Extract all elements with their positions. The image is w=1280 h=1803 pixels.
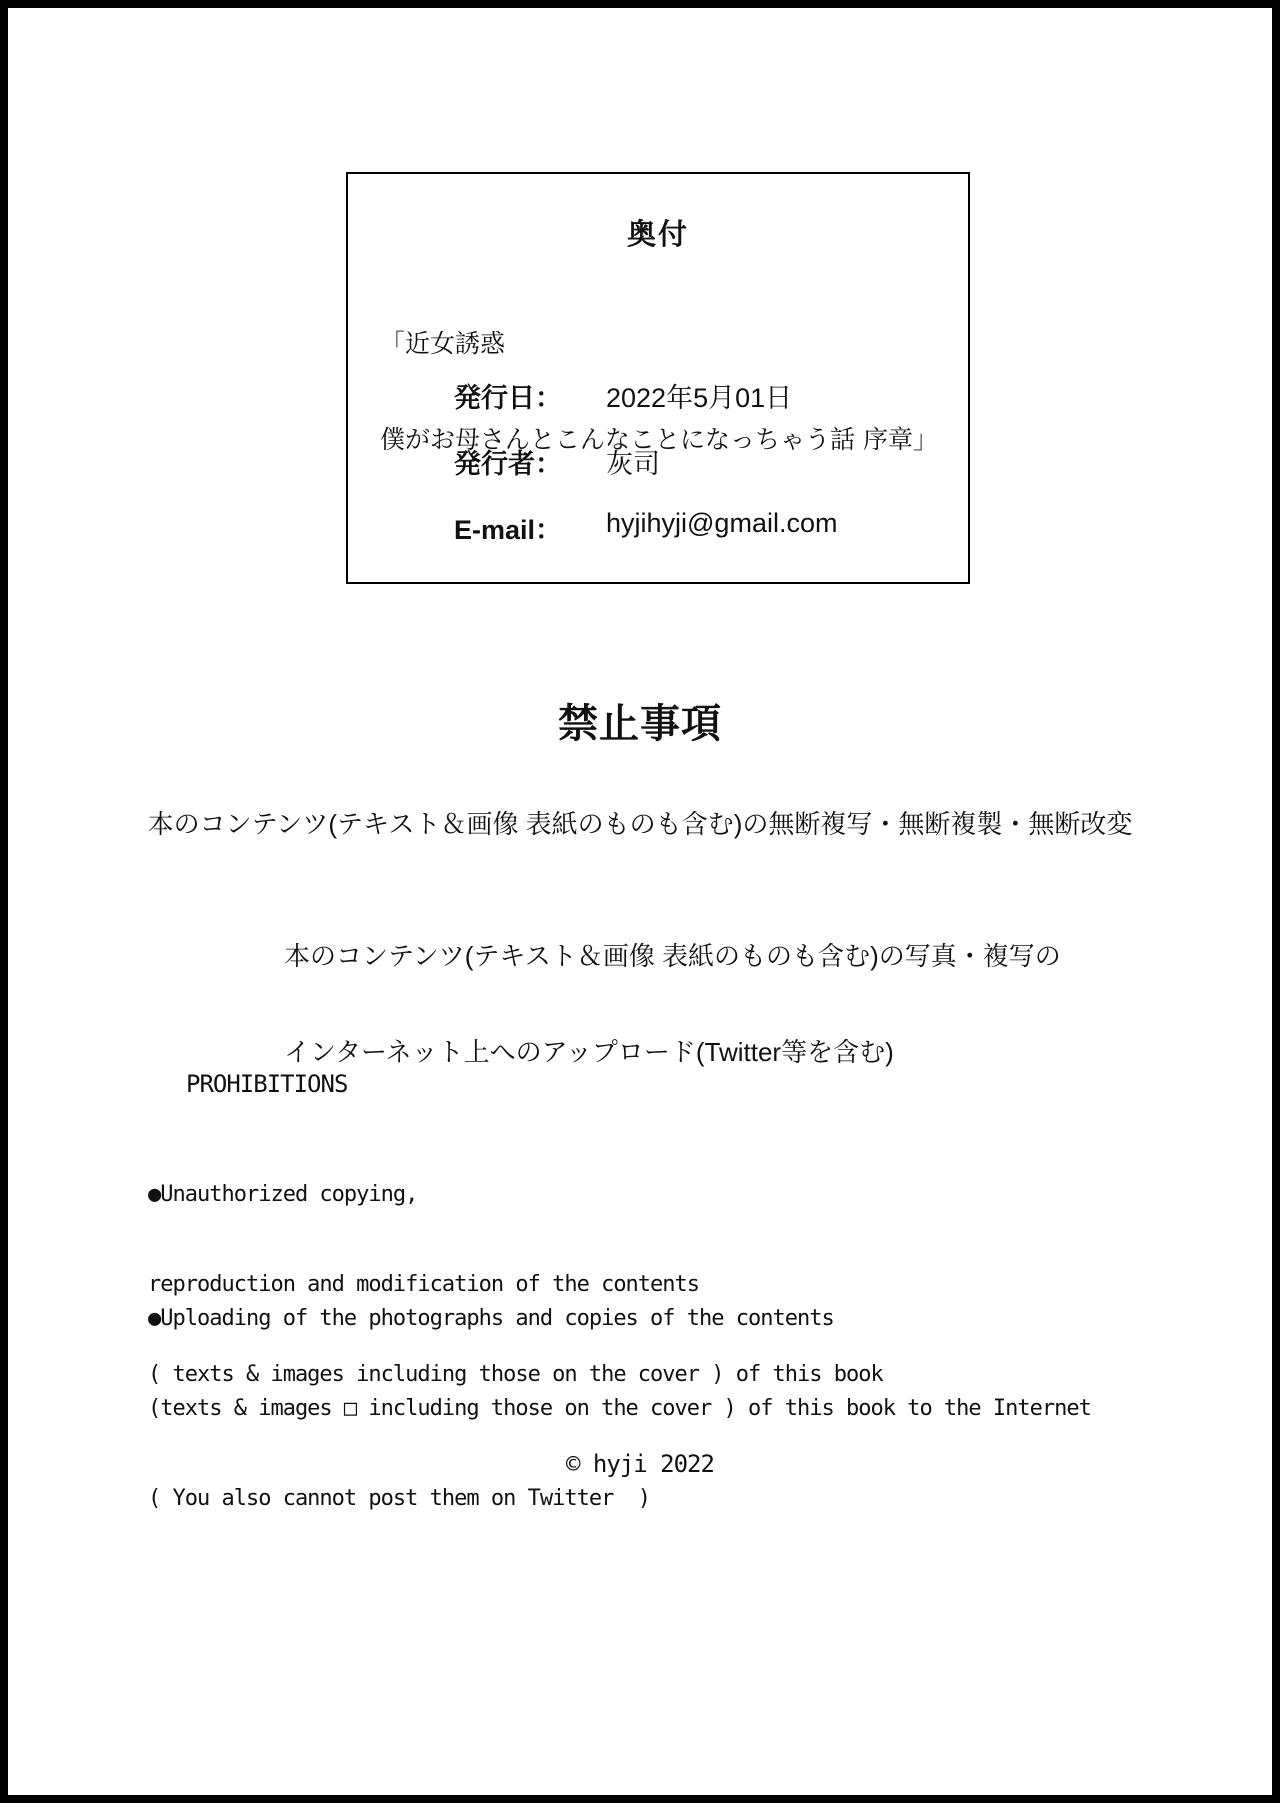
prohibitions-en-heading: PROHIBITIONS xyxy=(186,1070,348,1098)
book-title-line2: 僕がお母さんとこんなことになっちゃう話 序章」 xyxy=(380,425,938,454)
publication-date-value: 2022年5月01日 xyxy=(606,383,793,413)
publisher-label: 発行者： xyxy=(454,449,562,479)
publisher-row xyxy=(454,442,660,481)
email-value: hyjihyji@gmail.com xyxy=(606,508,838,538)
prohibitions-en-item2-line1: ●Uploading of the photographs and copies of the contents xyxy=(148,1306,834,1331)
email-label: E-mail： xyxy=(454,515,563,545)
prohibitions-en-item2-line3: ( You also cannot post them on Twitter ) xyxy=(148,1486,651,1511)
prohibitions-en-item1-line3: ( texts & images including those on the cover ) of this book xyxy=(148,1362,883,1387)
prohibitions-en-item2-line2: (texts & images □ including those on the cover ) of this book to the Internet xyxy=(148,1396,1091,1421)
copyright-line: © hyji 2022 xyxy=(566,1450,714,1478)
publication-date-row xyxy=(454,376,792,415)
prohibitions-en-item2 xyxy=(148,1244,1091,1574)
colophon-box xyxy=(346,172,970,584)
prohibitions-en-item1-line2: reproduction and modification of the contents xyxy=(148,1272,700,1297)
prohibitions-jp-line2b: インターネット上へのアップロード(Twitter等を含む) xyxy=(284,1037,894,1067)
prohibitions-en-item1-line1: ●Unauthorized copying, xyxy=(148,1182,418,1207)
book-title-line1: 「近女誘惑 xyxy=(380,329,506,358)
publication-date-label: 発行日： xyxy=(454,383,562,413)
prohibitions-jp-heading: 禁止事項 xyxy=(558,702,722,746)
prohibitions-jp-line1: 本のコンテンツ(テキスト＆画像 表紙のものも含む)の無断複写・無断複製・無断改変 xyxy=(147,809,1133,839)
publisher-value: 灰司 xyxy=(606,449,660,479)
prohibitions-jp-block2 xyxy=(284,876,1061,1132)
colophon-heading: 奥付 xyxy=(626,219,689,251)
email-row xyxy=(454,508,837,547)
prohibitions-jp-line2a: 本のコンテンツ(テキスト＆画像 表紙のものも含む)の写真・複写の xyxy=(284,941,1061,971)
